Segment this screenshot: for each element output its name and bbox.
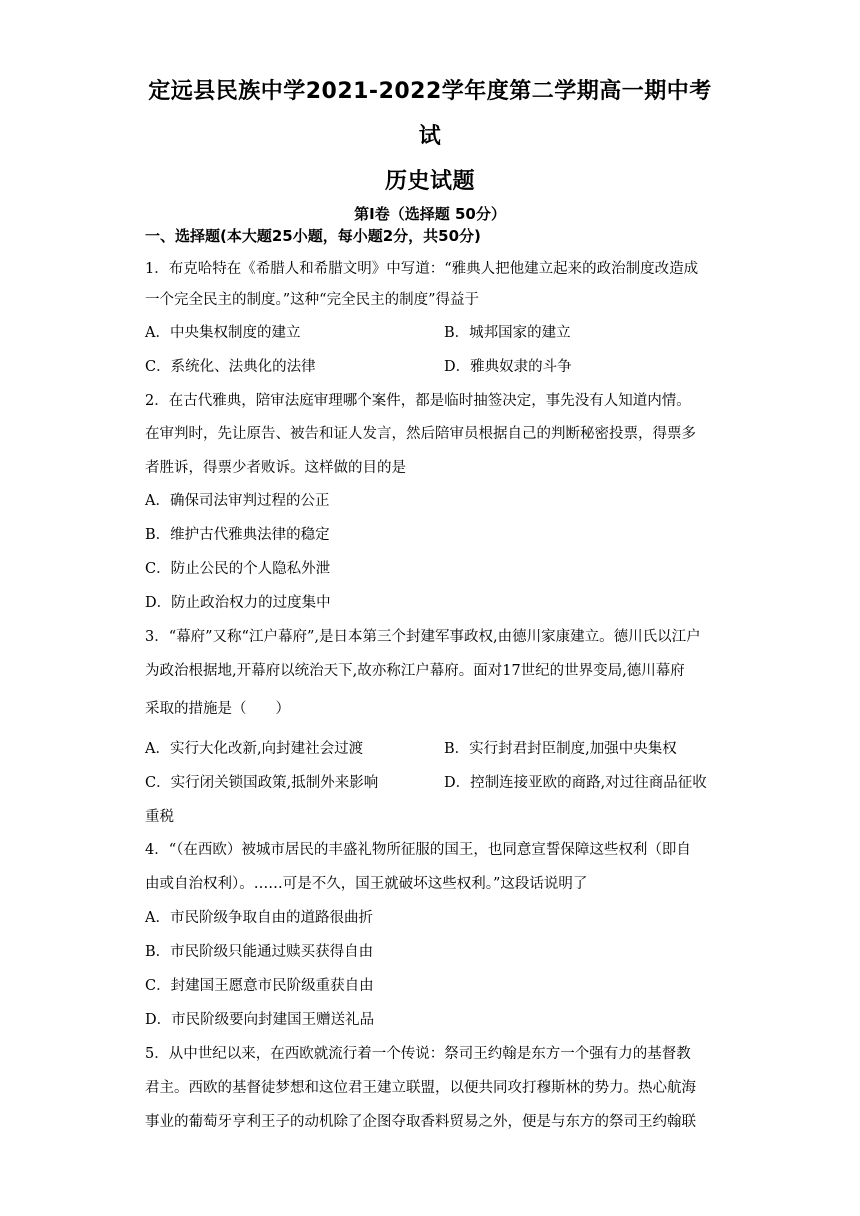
question-2-option-a: A．确保司法审判过程的公正	[145, 493, 330, 509]
question-4-option-a: A．市民阶级争取自由的道路很曲折	[145, 910, 373, 926]
question-2-option-d: D．防止政治权力的过度集中	[145, 595, 331, 611]
question-3-option-c: C．实行闭关锁国政策,抵制外来影响	[145, 775, 379, 791]
question-1-stem-line2: 一个完全民主的制度。”这种“完全民主的制度”得益于	[145, 292, 479, 308]
question-3-option-d: D．控制连接亚欧的商路,对过往商品征收	[444, 775, 707, 791]
question-4-stem-line1: 4．“（在西欧）被城市居民的丰盛礼物所征服的国王，也同意宣誓保障这些权利（即自	[145, 842, 691, 858]
question-4-option-d: D．市民阶级要向封建国王赠送礼品	[145, 1012, 375, 1028]
question-2-stem-line3: 者胜诉，得票少者败诉。这样做的目的是	[145, 460, 406, 476]
question-3-option-a: A．实行大化改新,向封建社会过渡	[145, 741, 364, 757]
section-heading: 一、选择题(本大题25小题，每小题2分，共50分)	[145, 227, 481, 245]
question-3-option-d-continued: 重税	[145, 809, 174, 825]
question-3-stem-line1: 3．“幕府”又称“江户幕府”,是日本第三个封建军事政权,由德川家康建立。德川氏以江户	[145, 629, 701, 645]
question-4-stem-line2: 由或自治权利）。……可是不久，国王就破坏这些权利。”这段话说明了	[145, 876, 588, 892]
question-2-option-b: B．维护古代雅典法律的稳定	[145, 527, 330, 543]
question-2-option-c: C．防止公民的个人隐私外泄	[145, 561, 331, 577]
question-3-stem-line2: 为政治根据地,开幕府以统治天下,故亦称江户幕府。面对17世纪的世界变局,德川幕府	[145, 663, 685, 679]
question-2-stem-line1: 2．在古代雅典，陪审法庭审理哪个案件，都是临时抽签决定，事先没有人知道内情。	[145, 393, 691, 409]
exam-title-line2: 试	[418, 124, 442, 149]
question-4-option-b: B．市民阶级只能通过赎买获得自由	[145, 944, 374, 960]
subject-title: 历史试题	[384, 169, 475, 194]
question-4-option-c: C．封建国王愿意市民阶级重获自由	[145, 978, 374, 994]
question-1-stem-line1: 1．布克哈特在《希腊人和希腊文明》中写道：“雅典人把他建立起来的政治制度改造成	[145, 261, 699, 277]
question-5-stem-line2: 君主。西欧的基督徒梦想和这位君王建立联盟，以便共同攻打穆斯林的势力。热心航海	[145, 1080, 696, 1096]
question-3-option-b: B．实行封君封臣制度,加强中央集权	[444, 741, 677, 757]
question-5-stem-line1: 5．从中世纪以来，在西欧就流行着一个传说：祭司王约翰是东方一个强有力的基督教	[145, 1046, 691, 1062]
question-1-option-a: A．中央集权制度的建立	[145, 325, 301, 341]
question-1-option-b: B．城邦国家的建立	[444, 325, 571, 341]
question-2-stem-line2: 在审判时，先让原告、被告和证人发言，然后陪审员根据自己的判断秘密投票，得票多	[145, 426, 696, 442]
exam-title-line1: 定远县民族中学2021-2022学年度第二学期高一期中考	[148, 79, 712, 104]
part-title: 第I卷（选择题 50分）	[354, 205, 506, 223]
question-1-option-c: C．系统化、法典化的法律	[145, 359, 316, 375]
question-1-option-d: D．雅典奴隶的斗争	[444, 359, 572, 375]
question-5-stem-line3: 事业的葡萄牙亨利王子的动机除了企图夺取香料贸易之外，便是与东方的祭司王约翰联	[145, 1114, 696, 1130]
question-3-stem-line3: 采取的措施是（ ）	[145, 701, 290, 717]
